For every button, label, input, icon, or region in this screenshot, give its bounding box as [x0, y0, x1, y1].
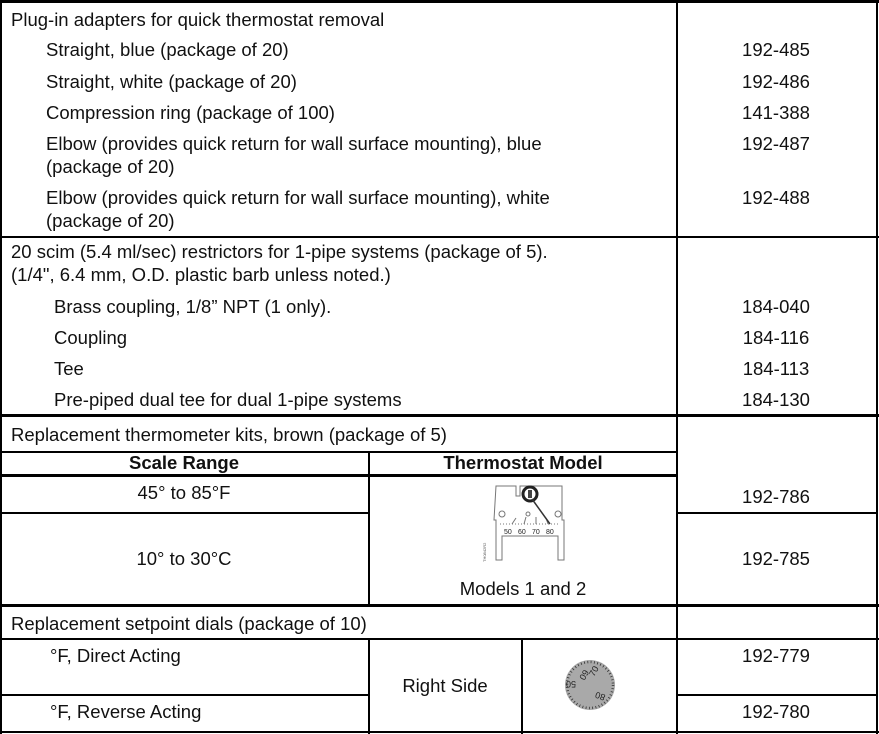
row-divider [0, 236, 879, 238]
scale-label: 60 [518, 529, 526, 536]
part-number: 184-130 [742, 389, 810, 410]
border-left [0, 0, 2, 734]
part-number: 192-780 [742, 701, 810, 722]
scale-label: 80 [546, 529, 554, 536]
item-desc-continued: (package of 20) [46, 156, 175, 177]
thermometer-illustration [470, 480, 590, 565]
border-top [0, 0, 879, 3]
section-title-note: (1/4", 6.4 mm, O.D. plastic barb unless noted.) [11, 264, 391, 285]
scale-label: 50 [504, 529, 512, 536]
part-number: 184-116 [742, 327, 810, 348]
item-desc: Elbow (provides quick return for wall surface mounting), blue [46, 133, 542, 154]
dial-type: °F, Reverse Acting [50, 701, 202, 722]
item-desc: Straight, white (package of 20) [46, 71, 297, 92]
section-title: Plug-in adapters for quick thermostat removal [11, 9, 385, 30]
row-divider [677, 694, 877, 696]
part-number: 192-485 [742, 39, 810, 60]
column-divider [521, 638, 523, 734]
part-number: 192-786 [742, 486, 810, 507]
dial-label: 60 [577, 668, 591, 682]
border-bottom [0, 731, 879, 733]
column-divider [676, 0, 678, 734]
border-right [876, 0, 878, 734]
row-divider [0, 638, 879, 640]
part-number: 192-486 [742, 71, 810, 92]
item-desc: Coupling [54, 327, 128, 348]
part-number: 192-785 [742, 548, 810, 569]
part-number: 192-488 [742, 187, 810, 208]
item-desc: Brass coupling, 1/8” NPT (1 only). [54, 296, 332, 317]
part-number: 184-113 [742, 358, 810, 379]
section-title: Replacement setpoint dials (package of 10) [11, 613, 367, 634]
column-header-scale-range: Scale Range [128, 452, 240, 473]
item-desc: Pre-piped dual tee for dual 1-pipe systems [54, 389, 402, 410]
part-number: 141-388 [742, 102, 810, 123]
row-divider [0, 694, 369, 696]
dial-type: °F, Direct Acting [50, 645, 181, 666]
scale-label: 70 [532, 529, 540, 536]
dial-label: 80 [593, 689, 607, 703]
part-number: 192-487 [742, 133, 810, 154]
row-divider [0, 512, 369, 514]
model-caption: Models 1 and 2 [459, 578, 587, 599]
dial-side: Right Side [402, 675, 488, 696]
section-title: Replacement thermometer kits, brown (package of 5) [11, 424, 447, 445]
section-divider [0, 604, 879, 607]
part-number: 192-779 [742, 645, 810, 666]
header-divider [0, 474, 677, 477]
item-desc: Elbow (provides quick return for wall surface mounting), white [46, 187, 550, 208]
column-divider [368, 638, 370, 734]
scale-range: 45° to 85°F [137, 482, 231, 503]
section-title: 20 scim (5.4 ml/sec) restrictors for 1-pipe systems (package of 5). [11, 241, 548, 262]
item-desc-continued: (package of 20) [46, 210, 175, 231]
part-number: 184-040 [742, 296, 810, 317]
column-header-thermostat-model: Thermostat Model [443, 452, 603, 473]
scale-range: 10° to 30°C [136, 548, 232, 569]
dial-label: 70 [587, 664, 601, 678]
item-desc: Tee [54, 358, 84, 379]
column-divider [368, 451, 370, 605]
item-desc: Compression ring (package of 100) [46, 102, 335, 123]
item-desc: Straight, blue (package of 20) [46, 39, 289, 60]
section-divider [0, 414, 879, 417]
row-divider [677, 512, 877, 514]
setpoint-dial-illustration [562, 657, 618, 713]
figure-code: TH0842R2 [482, 542, 487, 562]
dial-label: 50 [565, 679, 576, 689]
